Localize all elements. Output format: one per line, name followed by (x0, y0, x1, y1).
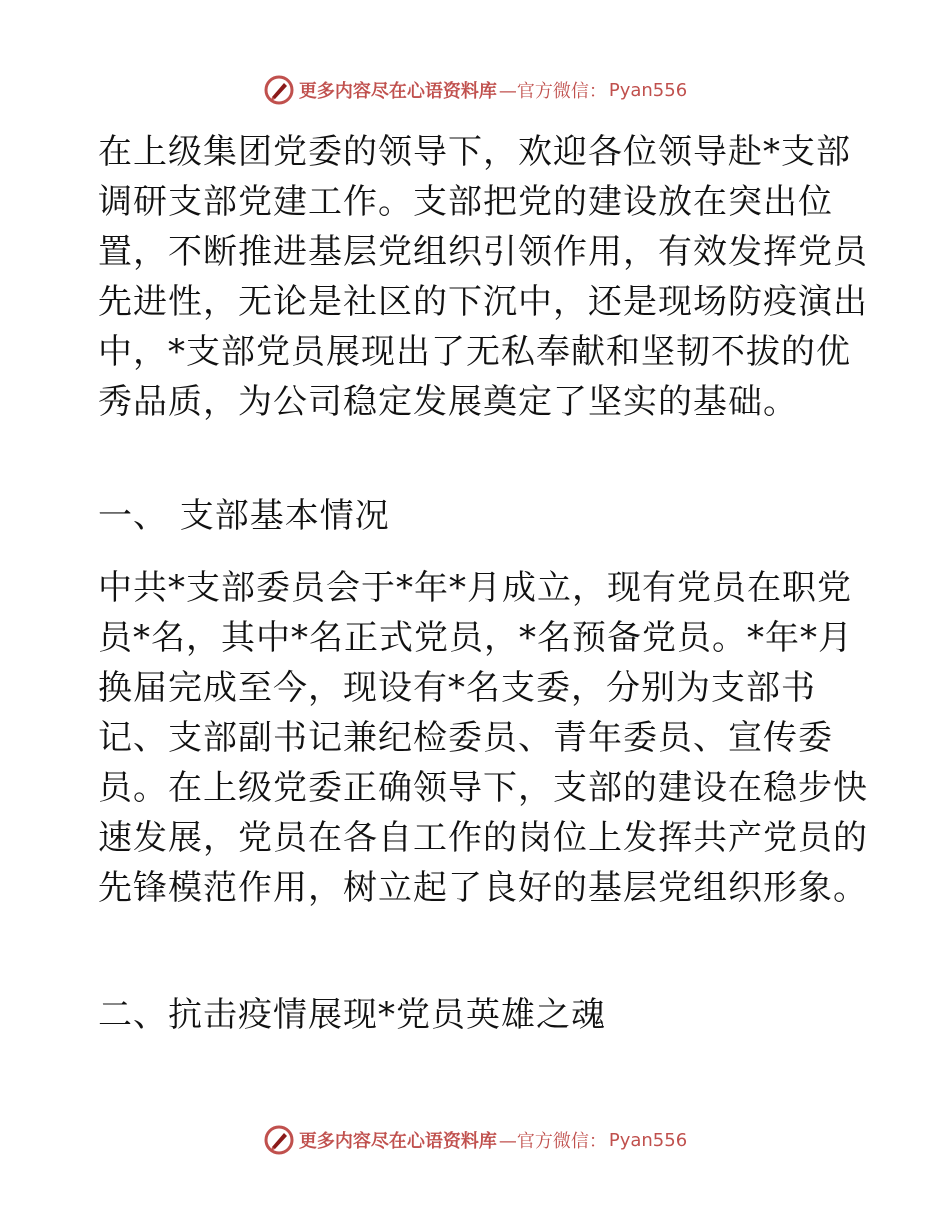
section-heading-1: 一、 支部基本情况 (98, 496, 390, 536)
section-heading-2: 二、抗击疫情展现*党员英雄之魂 (98, 995, 606, 1035)
pen-logo-icon (263, 74, 295, 106)
paragraph-line: 中，*支部党员展现出了无私奉献和坚韧不拔的优 (98, 332, 851, 372)
paragraph-line: 调研支部党建工作。支部把党的建设放在突出位 (98, 182, 833, 222)
watermark-main-text: 更多内容尽在心语资料库 (298, 81, 497, 102)
paragraph-line: 先锋模范作用，树立起了良好的基层党组织形象。 (98, 868, 868, 908)
intro-paragraph (98, 127, 868, 427)
paragraph-line: 先进性，无论是社区的下沉中，还是现场防疫演出 (98, 282, 868, 322)
watermark-main-text: 更多内容尽在心语资料库 (298, 1131, 497, 1152)
watermark-wechat-id: Pyan556 (608, 1129, 688, 1151)
paragraph-line: 换届完成至今，现设有*名支委，分别为支部书 (98, 668, 816, 708)
watermark-sub-text: —官方微信： (498, 1131, 607, 1152)
branch-overview-paragraph (98, 563, 868, 913)
watermark-header (0, 74, 950, 106)
paragraph-line: 秀品质，为公司稳定发展奠定了坚实的基础。 (98, 382, 798, 422)
paragraph-line: 员。在上级党委正确领导下，支部的建设在稳步快 (98, 768, 868, 808)
pen-logo-icon (263, 1124, 295, 1156)
paragraph-line: 记、支部副书记兼纪检委员、青年委员、宣传委 (98, 718, 833, 758)
paragraph-line: 速发展，党员在各自工作的岗位上发挥共产党员的 (98, 818, 868, 858)
watermark-footer (0, 1124, 950, 1156)
watermark-sub-text: —官方微信： (498, 81, 607, 102)
paragraph-line: 中共*支部委员会于*年*月成立，现有党员在职党 (98, 568, 852, 608)
paragraph-line: 在上级集团党委的领导下，欢迎各位领导赴*支部 (98, 132, 851, 172)
watermark-wechat-id: Pyan556 (608, 79, 688, 101)
paragraph-line: 员*名，其中*名正式党员，*名预备党员。*年*月 (98, 618, 853, 658)
paragraph-line: 置，不断推进基层党组织引领作用，有效发挥党员 (98, 232, 868, 272)
